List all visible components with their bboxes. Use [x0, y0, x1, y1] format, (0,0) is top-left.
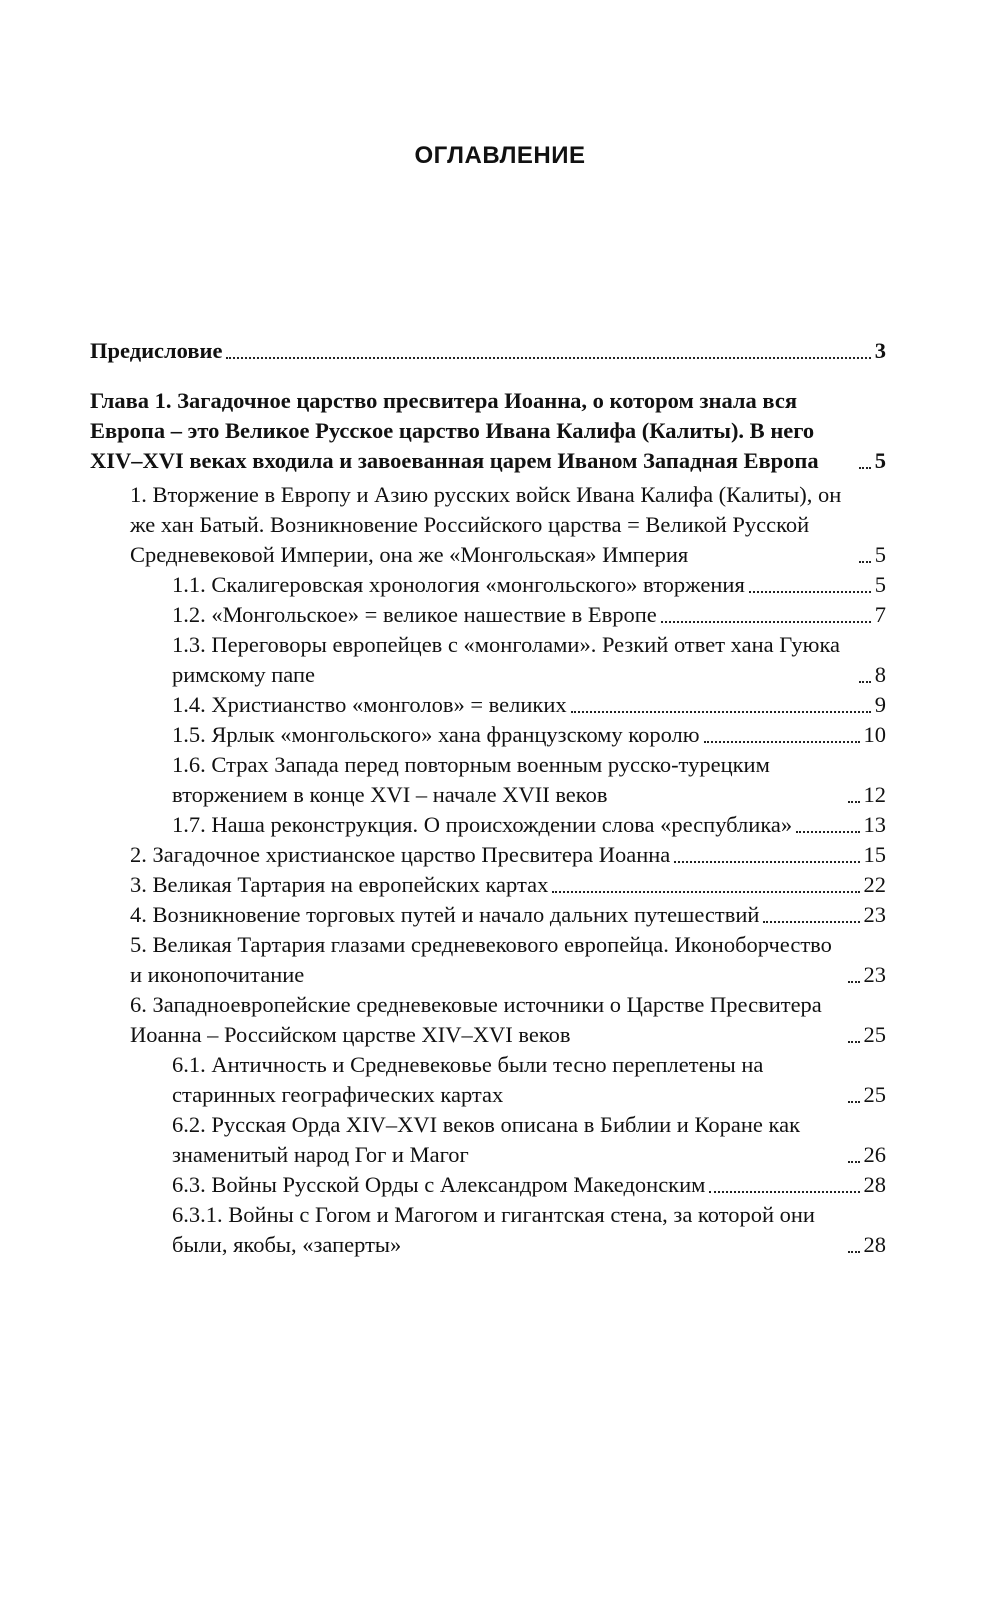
dot-leader — [848, 1251, 860, 1253]
toc-entry-subsection — [90, 630, 886, 690]
toc-entry-subsection — [90, 1050, 886, 1110]
toc-entry-page: 9 — [874, 692, 886, 717]
toc-entry-title: 1. Вторжение в Европу и Азию русских войск Ивана Калифа (Калиты), он же хан Батый. Возникновение Российского царства = Великой Русской Средневековой Империи, она же «Монгольская» Империя — [130, 482, 842, 567]
toc-entry-title: 1.1. Скалигеровская хронология «монгольского» вторжения — [172, 572, 745, 597]
dot-leader — [859, 467, 871, 469]
toc-entry-title: 6.3. Войны Русской Орды с Александром Македонским — [172, 1172, 706, 1197]
dot-leader — [226, 357, 870, 359]
toc-entry-section — [90, 990, 886, 1050]
toc-entry-title: 6.1. Античность и Средневековье были тесно переплетены на старинных географических картах — [172, 1052, 764, 1107]
dot-leader — [552, 891, 859, 893]
toc-entry-page: 7 — [874, 602, 886, 627]
toc-entry-subsection — [90, 570, 886, 600]
toc-entry-title: 2. Загадочное христианское царство Пресвитера Иоанна — [130, 842, 671, 867]
toc-entry-section — [90, 930, 886, 990]
toc-entry-title: 1.4. Христианство «монголов» = великих — [172, 692, 567, 717]
toc-entry-title: Глава 1. Загадочное царство пресвитера Иоанна, о котором знала вся Европа – это Великое Русское царство Ивана Калифа (Калиты). В него XIV–XVI веках входила и завоеванная царем Иваном Западная Европа — [90, 388, 819, 473]
toc-entry-chapter-1 — [90, 386, 886, 476]
toc-entry-preface — [90, 336, 886, 366]
dot-leader — [796, 831, 859, 833]
toc-entry-subsection — [90, 1110, 886, 1170]
toc-entry-section — [90, 870, 886, 900]
toc-entry-title: 6.2. Русская Орда XIV–XVI веков описана в Библии и Коране как знаменитый народ Гог и Магог — [172, 1112, 801, 1167]
toc-entry-page: 5 — [874, 572, 886, 597]
table-of-contents — [90, 336, 886, 1260]
toc-entry-page: 10 — [863, 722, 886, 747]
toc-entry-subsection — [90, 690, 886, 720]
toc-entry-title: Предисловие — [90, 338, 223, 363]
toc-entry-title: 1.2. «Монгольское» = великое нашествие в Европе — [172, 602, 657, 627]
toc-entry-subsection — [90, 600, 886, 630]
dot-leader — [859, 561, 871, 563]
toc-entry-page: 28 — [863, 1232, 886, 1257]
toc-entry-page: 5 — [874, 542, 886, 567]
toc-entry-page: 8 — [874, 662, 886, 687]
toc-entry-title: 4. Возникновение торговых путей и начало дальних путешествий — [130, 902, 760, 927]
dot-leader — [704, 741, 860, 743]
toc-entry-page: 13 — [863, 812, 886, 837]
dot-leader — [848, 801, 860, 803]
toc-entry-title: 1.6. Страх Запада перед повторным военным русско-турецким вторжением в конце XVI – начале XVII веков — [172, 752, 770, 807]
toc-entry-title: 3. Великая Тартария на европейских картах — [130, 872, 549, 897]
toc-entry-title: 6.3.1. Войны с Гогом и Магогом и гигантская стена, за которой они были, якобы, «заперты» — [172, 1202, 815, 1257]
dot-leader — [661, 621, 871, 623]
toc-entry-title: 1.5. Ярлык «монгольского» хана французскому королю — [172, 722, 700, 747]
toc-entry-section — [90, 900, 886, 930]
dot-leader — [848, 1101, 860, 1103]
toc-entry-page: 23 — [863, 902, 886, 927]
toc-entry-title: 5. Великая Тартария глазами средневекового европейца. Иконоборчество и иконопочитание — [130, 932, 832, 987]
toc-entry-subsection — [90, 1170, 886, 1200]
toc-entry-subsection — [90, 720, 886, 750]
toc-entry-page: 5 — [874, 448, 886, 473]
dot-leader — [848, 1161, 860, 1163]
dot-leader — [848, 981, 860, 983]
dot-leader — [709, 1191, 859, 1193]
toc-entry-title: 6. Западноевропейские средневековые источники о Царстве Пресвитера Иоанна – Российском царстве XIV–XVI веков — [130, 992, 822, 1047]
toc-entry-page: 26 — [863, 1142, 886, 1167]
dot-leader — [571, 711, 871, 713]
toc-entry-page: 3 — [874, 338, 886, 363]
toc-entry-section — [90, 480, 886, 570]
dot-leader — [749, 591, 871, 593]
toc-entry-page: 15 — [863, 842, 886, 867]
toc-entry-page: 22 — [863, 872, 886, 897]
toc-entry-subsection — [90, 810, 886, 840]
toc-entry-page: 12 — [863, 782, 886, 807]
toc-entry-page: 23 — [863, 962, 886, 987]
page-title: ОГЛАВЛЕНИЕ — [414, 142, 586, 169]
dot-leader — [859, 681, 871, 683]
toc-entry-page: 25 — [863, 1022, 886, 1047]
toc-entry-section — [90, 840, 886, 870]
dot-leader — [763, 921, 859, 923]
toc-entry-subsection — [90, 1200, 886, 1260]
dot-leader — [674, 861, 859, 863]
toc-entry-subsection — [90, 750, 886, 810]
dot-leader — [848, 1041, 860, 1043]
toc-entry-page: 28 — [863, 1172, 886, 1197]
toc-entry-page: 25 — [863, 1082, 886, 1107]
toc-entry-title: 1.7. Наша реконструкция. О происхождении слова «республика» — [172, 812, 793, 837]
toc-entry-title: 1.3. Переговоры европейцев с «монголами». Резкий ответ хана Гуюка римскому папе — [172, 632, 841, 687]
